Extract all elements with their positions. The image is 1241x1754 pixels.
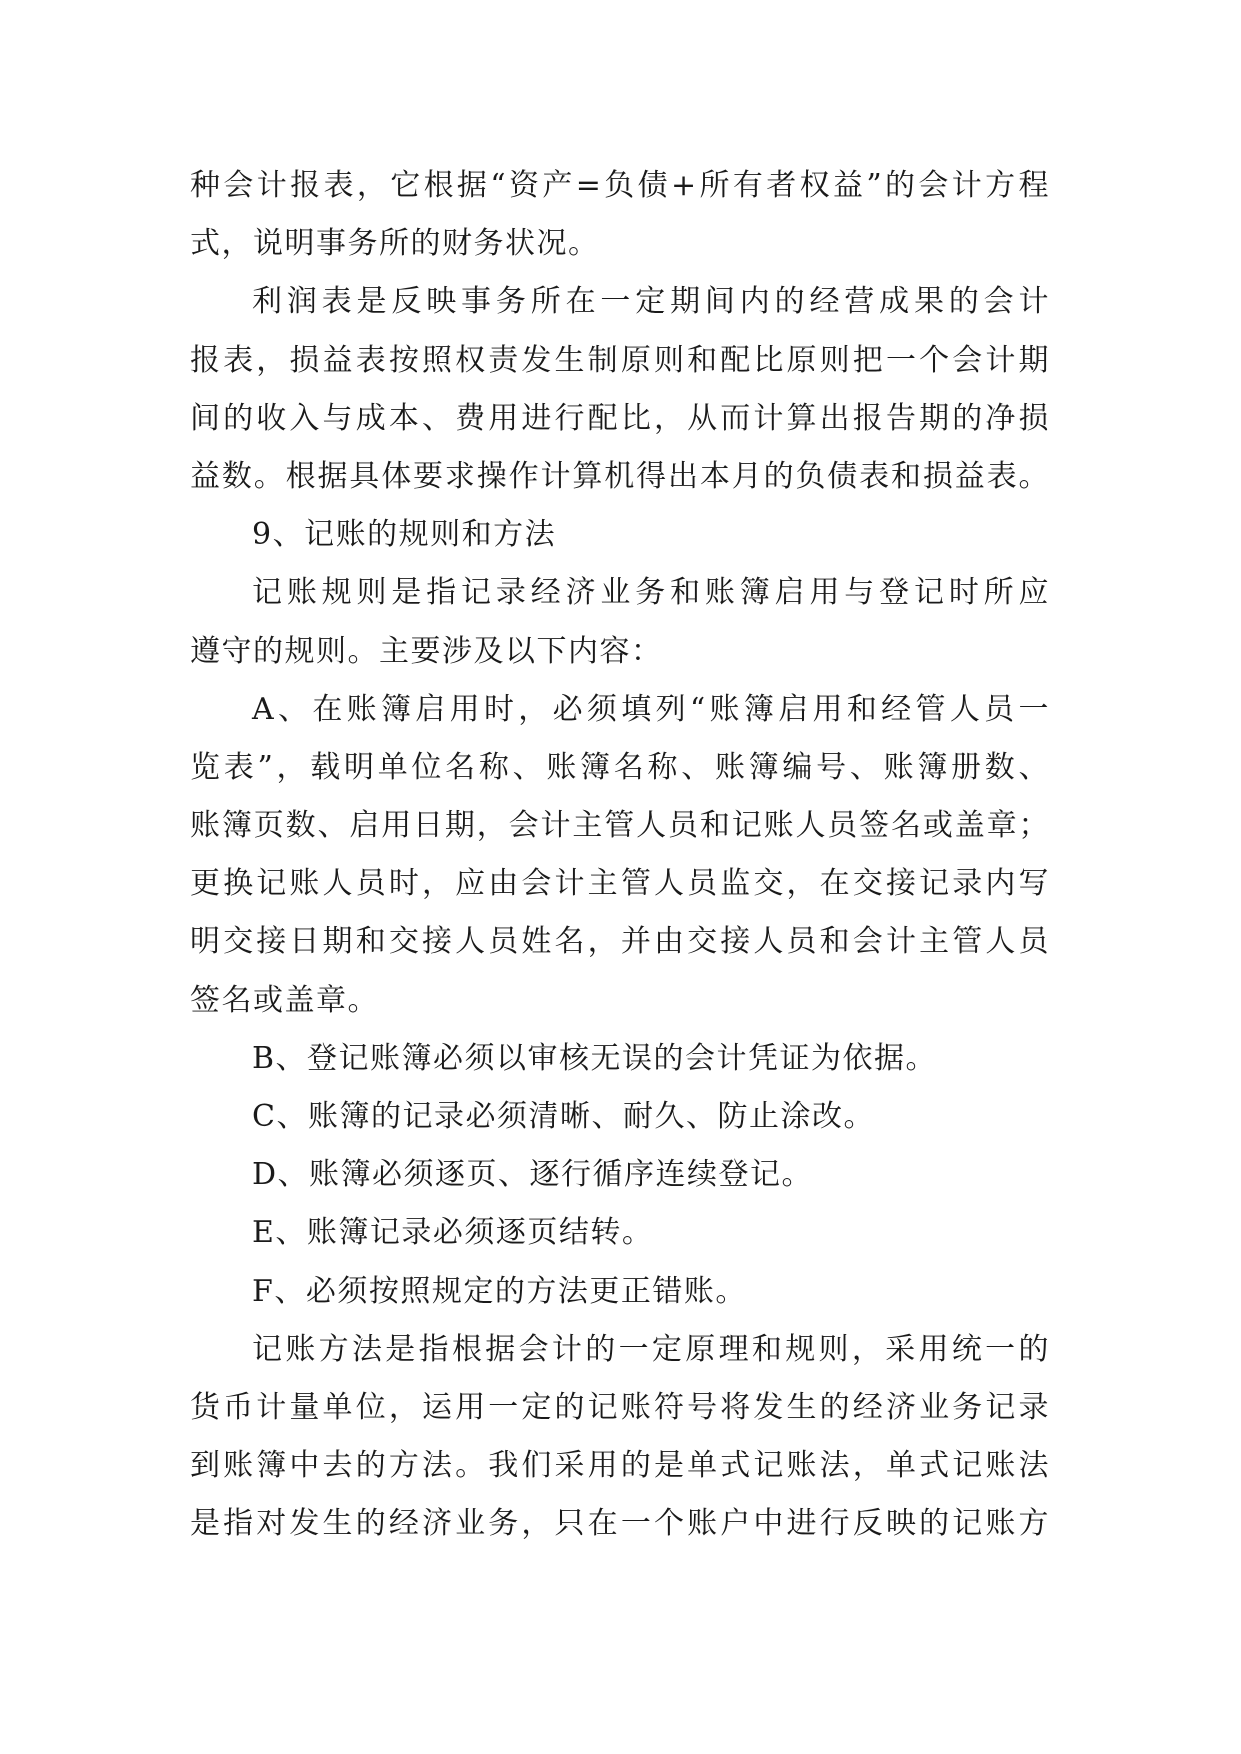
list-item-f: F、必须按照规定的方法更正错账。 <box>252 1273 747 1309</box>
list-item-b: B、登记账簿必须以审核无误的会计凭证为依据。 <box>252 1040 938 1076</box>
text-line: 签名或盖章。 <box>190 982 379 1018</box>
text-line: 货币计量单位，运用一定的记账符号将发生的经济业务记录 <box>190 1389 1050 1425</box>
section-heading: 9、记账的规则和方法 <box>252 517 557 553</box>
text-line: 明交接日期和交接人员姓名，并由交接人员和会计主管人员 <box>190 924 1050 960</box>
text-line: 式，说明事务所的财务状况。 <box>190 226 600 262</box>
text-line: 种会计报表，它根据“资产=负债+所有者权益”的会计方程 <box>190 168 1050 203</box>
text-line: 是指对发生的经济业务，只在一个账户中进行反映的记账方 <box>190 1506 1050 1542</box>
text-line: 利润表是反映事务所在一定期间内的经营成果的会计 <box>252 284 1050 320</box>
text-line: 遵守的规则。主要涉及以下内容： <box>190 633 663 669</box>
text-line: 览表”，载明单位名称、账簿名称、账簿编号、账簿册数、 <box>190 749 1050 785</box>
text-line: 记账方法是指根据会计的一定原理和规则，采用统一的 <box>252 1331 1050 1367</box>
list-item-a: A、在账簿启用时，必须填列“账簿启用和经管人员一 <box>252 691 1050 727</box>
text-line: 报表，损益表按照权责发生制原则和配比原则把一个会计期 <box>190 342 1050 378</box>
text-line: 到账簿中去的方法。我们采用的是单式记账法，单式记账法 <box>190 1448 1050 1484</box>
text-line: 间的收入与成本、费用进行配比，从而计算出报告期的净损 <box>190 400 1050 436</box>
text-line: 记账规则是指记录经济业务和账簿启用与登记时所应 <box>252 575 1050 611</box>
text-line: 益数。根据具体要求操作计算机得出本月的负债表和损益表。 <box>190 458 1050 494</box>
list-item-d: D、账簿必须逐页、逐行循序连续登记。 <box>252 1157 814 1193</box>
list-item-e: E、账簿记录必须逐页结转。 <box>252 1215 654 1251</box>
document-page <box>190 157 1050 1554</box>
text-line: 账簿页数、启用日期，会计主管人员和记账人员签名或盖章； <box>190 808 1050 844</box>
text-line: 更换记账人员时，应由会计主管人员监交，在交接记录内写 <box>190 866 1050 902</box>
list-item-c: C、账簿的记录必须清晰、耐久、防止涂改。 <box>252 1099 875 1134</box>
